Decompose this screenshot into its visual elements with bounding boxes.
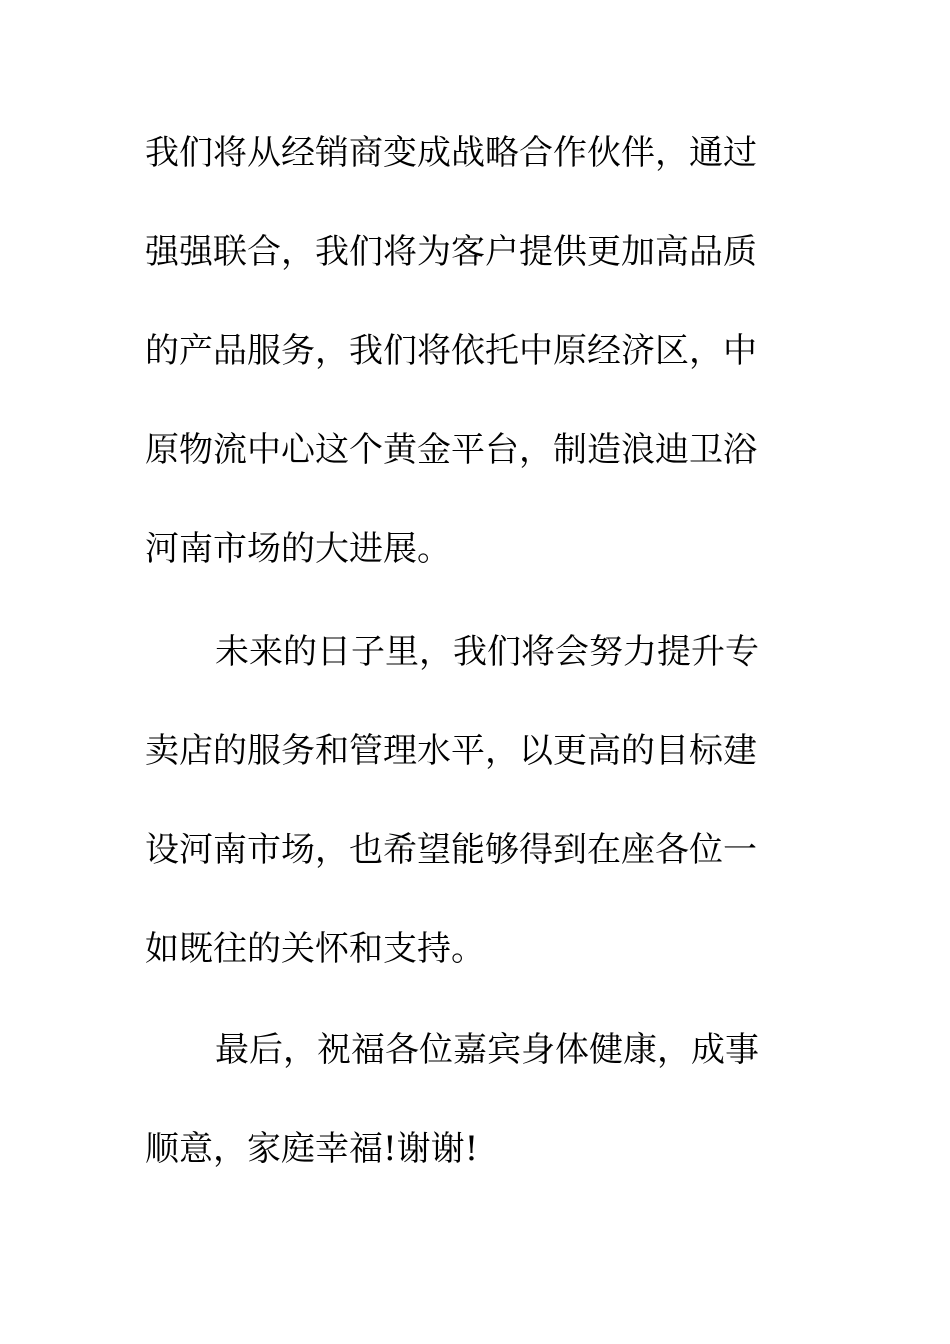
text-line: 卖店的服务和管理水平，以更高的目标建 [145, 731, 757, 771]
text-line: 我们将从经销商变成战略合作伙伴，通过 [145, 133, 757, 173]
text-line: 设河南市场，也希望能够得到在座各位一 [145, 830, 757, 870]
text-line: 强强联合，我们将为客户提供更加高品质 [145, 232, 757, 272]
text-line: 顺意，家庭幸福!谢谢! [145, 1129, 479, 1169]
text-line: 的产品服务，我们将依托中原经济区，中 [145, 331, 757, 371]
paragraph-first-line: 未来的日子里，我们将会努力提升专 [215, 632, 759, 672]
text-line: 原物流中心这个黄金平台，制造浪迪卫浴 [145, 430, 757, 470]
text-line: 如既往的关怀和支持。 [145, 929, 485, 969]
paragraph-first-line: 最后，祝福各位嘉宾身体健康，成事 [215, 1030, 759, 1070]
text-line: 河南市场的大进展。 [145, 529, 451, 569]
